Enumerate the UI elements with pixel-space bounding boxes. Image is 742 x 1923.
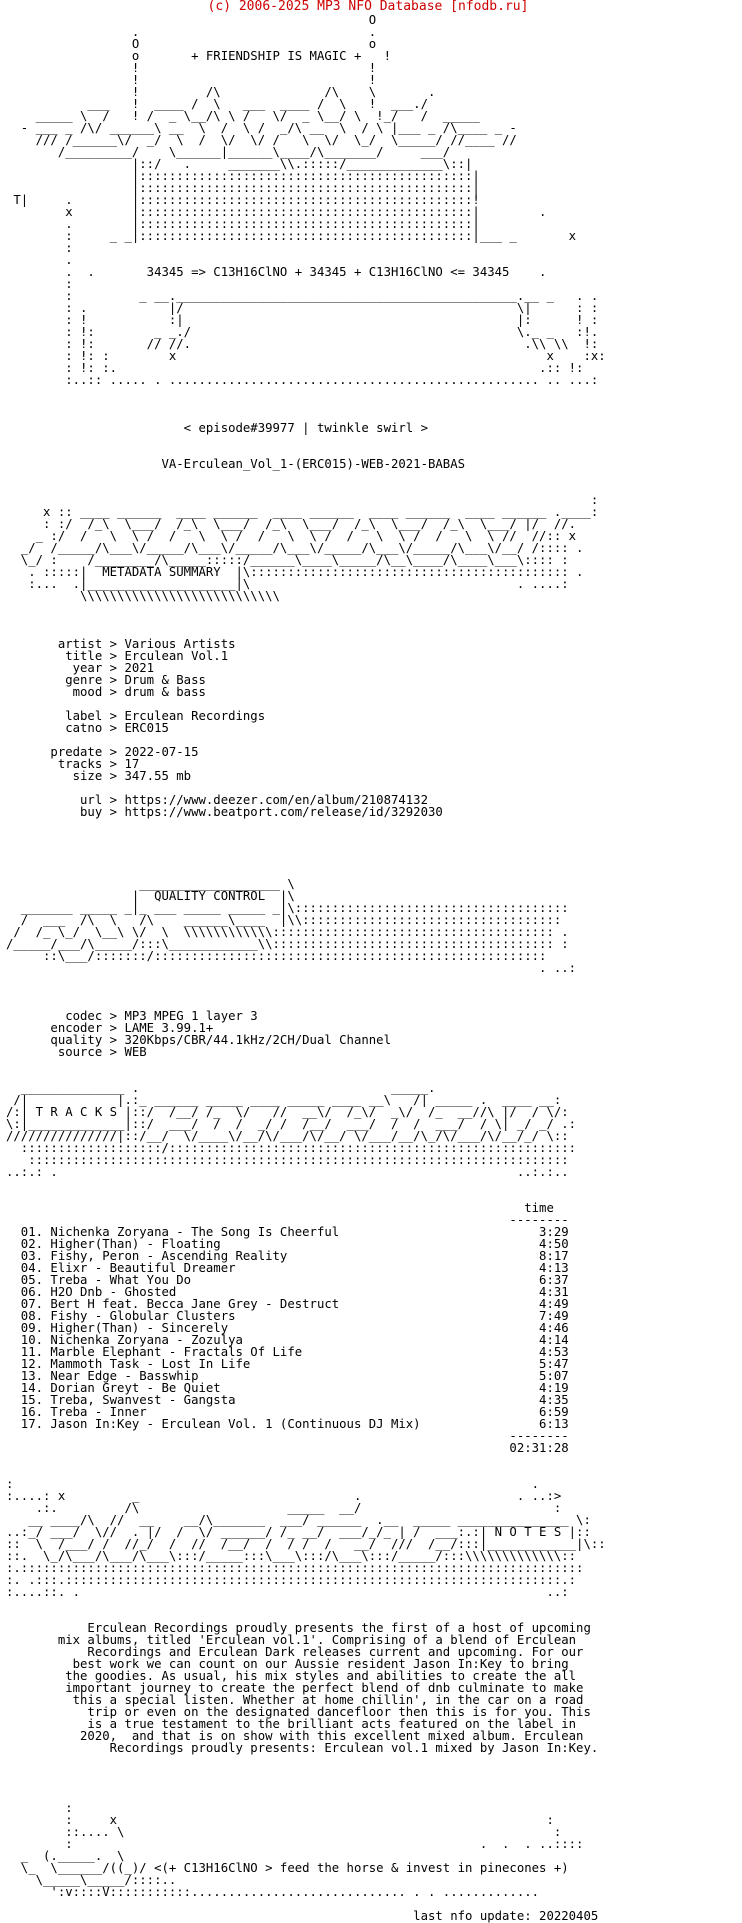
nfo-text: O . . O o o + FRIENDSHIP IS MAGIC + ! ! ! ! ! ! /\ /\ \ . ___ ! ____ / \ ___ ____ / \ ! ___./ _____ \ / ! / _ \__/\ \ / \/ _ \__/ \ !_/ / _____ - ___ _ /\/ ______\ __ \ / \ / _/\ __ \ / \ |___ _ /\____ _ - /// /______\/ _/ \ / \/ \/ / \ \/ \_/ \_____/ //____ // /_________/ \______|______\____/\_______/ ___/ |::/ . _______\\.:::::/_____________\::| |:::::::::::::::::::::::::::::::::::::::::::::| |:::::::::::::::::::::::::::::::::::::::::::::| T| . |:::::::::::::::::::::::::::::::::::::::::::::! x |:::::::::::::::::::::::::::::::::::::::::::::| . . |:::::::::::::::::::::::::::::::::::::::::::::| : _ _|:::::::::::::::::::::::::::::::::::::::::::::|___ _ x : . . . 34345 => C13H16ClNO + 34345 + C13H16ClNO <= 34345 . : : _ __.______________________________________________.__ _ . . : . |/ \| : : : ! :| |: ! : : !: _ _./ \._ _ :!. : !: // //. .\\ \\ !: : !: : x x :x: : !: :. .:: !: :..:: ..... . .................................................. .. ...: < episode#39977 | twinkle swirl > VA-Erculean_Vol_1-(ERC015)-WEB-2021-BABAS : x :: ____ ______ ____ ______ ____ ______ ____ ______ ____ ______ .____: : :/ /_\ \___/ /_\ \___/ /_\ \___/ /_\ \___/ /_\ \___/ |/ //. _ :/ / \ \ / / \ \ / / \ \ / / \ \ / / \ \ // //:: x _/ /_____/\___\/_____/\___\/_____/\___\/_____/\___\/_____/\___\/__/ /:::: . \_/ : /________/\_____:::::/______\____\_____/\__\____/\____\___\:::: : . :::::| METADATA SUMMARY |\::::::::::::::::::::::::::::::::::::::::::: . :... .|____________________|\ . ....: \\\\\\\\\\\\\\\\\\\\\\\\\\\ artist > Various Artists title > Erculean Vol.1 year > 2021 genre > Drum & Bass mood > drum & bass label > Erculean Recordings catno > ERC015 predate > 2022-07-15 tracks > 17 size > 347.55 mb url > https://www.deezer.com/en/album/210874132 buy > https://www.beatport.com/release/id/3292030 ___________________ \ | QUALITY CONTROL |\ _______ _____ _|_ ___ _____ _____ _|\::::::::::::::::::::::::::::::::::::: / ___ /\ \ /\ ______\____ |\\::::::::::::::::::::::::::::::::::: / /_ \_/ \__\ \/ \ \\\\\\\\\\\\:::::::::::::::::::::::::::::::::::::: . /_____/___/\_____/:::\____________\\:::::::::::::::::::::::::::::::::::::: : ::\___/:::::::/::::::::::::::::::::::::::::::::::::::::::::::::::::: . ..: codec > MP3 MPEG 1 layer 3 encoder > LAME 3.99.1+ quality > 320Kbps/CBR/44.1kHz/2CH/Dual Channel source > WEB ______________ . _____. /| |.:_ ______ _____ ____ _____ ____ __\ /| _____ . ____ __: /:| T R A C K S |::/ /__/ /_ \/ // __\/ /_\/ _\/ /_ __//\ |/ / \/: \:|_____________|::/ ___/ / / _/ / /__/ ___/ / / ___/ / \| _/ _/ .: ///////////////|::/__/ \/____\/__/\/___/\/__/ \/___/__/\_/\/___/\/__/_/ \:: :::::::::::::::::::/::::::::::::::::::::::::::::::::::::::::::::::::::::::: ::::::::::::::::::::::::::::::::::::::::::::::::::::::::::::::::::::::::: ..:.: . ..:.:.. time -------- 01. Nichenka Zoryana - The Song Is Cheerful 3:29 02. Higher(Than) - Floating 4:50 03. Fishy, Peron - Ascending Reality 8:17 04. Elixr - Beautiful Dreamer 4:13 05. Treba - What You Do 6:37 06. H2O Dnb - Ghosted 4:31 07. Bert H feat. Becca Jane Grey - Destruct 4:49 08. Fishy - Globular Clusters 7:49 09. Higher(Than) - Sincerely 4:46 10. Nichenka Zoryana - Zozulya 4:14 11. Marble Elephant - Fractals Of Life 4:53 12. Mammoth Task - Lost In Life 5:47 13. Near Edge - Basswhip 5:07 14. Dorian Greyt - Be Quiet 4:19 15. Treba, Swanvest - Gangsta 4:35 16. Treba - Inner 6:59 17. Jason In:Key - Erculean Vol. 1 (Continuous DJ Mix) 6:13 -------- 02:31:28 : . :....: x _ . . ..:> .:. /\ _____ __/ : __ ____/\ // __ __/\_______ ___/ ______ .__ _____ _______________ \: ..:_/ ___/ \// . |/ / \/ ______/ /_ __/ ___/_/_ | / ___:.:| N O T E S |:: :: \ /___/ / //_/ / // /__/ / / / / __/ /// /__/:::|____________|\:: ::. \_/\___/\___/\___\:::/_____:::\___\:::/\___\:::/_____/:::\\\\\\\\\\\\\:: :.:::::::::::::::::::::::::::::::::::::::::::::::::::::::::::::::::::::::::::: :. .:::.:::::::::::::::::::::::::::::::::::::::::::::::::::::::::::::::::::.: :....::. . ..: Erculean Recordings proudly presents the first of a host of upcoming mix albums, titled 'Erculean vol.1'. Comprising of a blend of Erculean Recordings and Erculean Dark releases current and upcoming. For our best work we can count on our Aussie resident Jason In:Key to bring the goodies. As usual, his mix styles and abilities to create the all important journey to create the perfect blend of dnb culminate to make this a special listen. Whether at home chillin', in the car on a road trip or even on the designated dancefloor then this is for you. This is a true testament to the brilliant acts featured on the label in 2020, and that is on show with this excellent mixed album. Erculean Recordings proudly presents: Erculean vol.1 mixed by Jason In:Key. : : x : ::.... \ : : . . . ..:::: _ (._____. \ \_ \______/((_)/ <(+ C13H16ClNO > feed the horse & invest in pinecones +) \_____\_____/::::.. ':v::::V:::::::::::............................. . . ............. last nfo update: 20220405 xyxy=(6,13,606,1923)
header-credit: (c) 2006-2025 MP3 NFO Database [nfodb.ru] xyxy=(207,0,529,14)
